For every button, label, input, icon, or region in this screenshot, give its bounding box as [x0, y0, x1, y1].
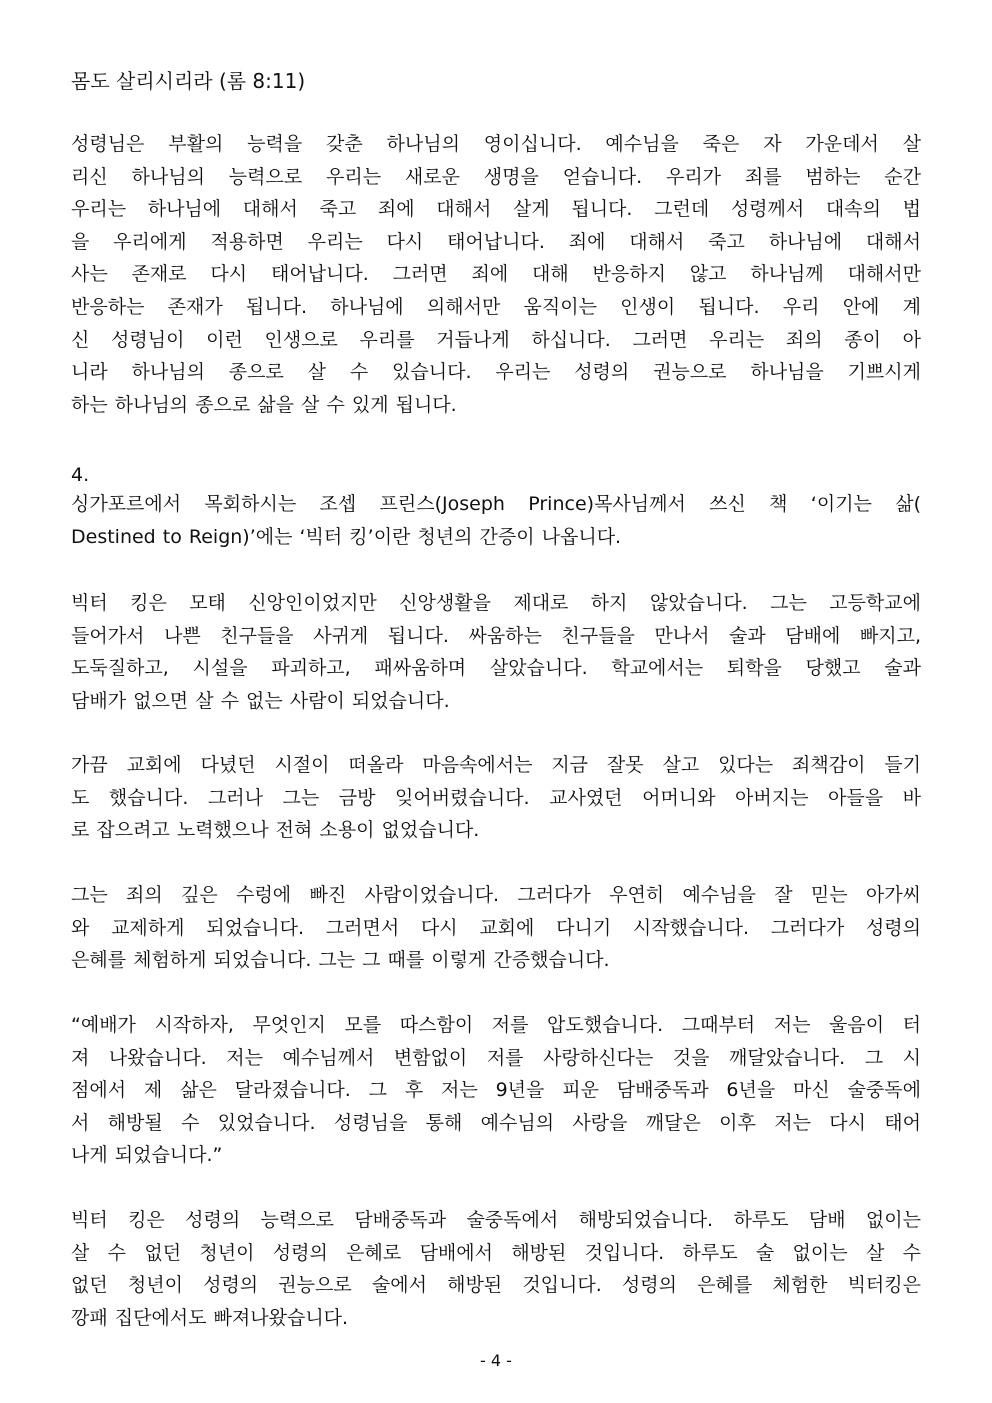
text-line: 로 잡으려고 노력했으나 전혀 소용이 없었습니다.	[71, 819, 480, 842]
text-line: 빅터 킹은 성령의 능력으로 담배중독과 술중독에서 해방되었습니다. 하루도 담배 없이는	[71, 1209, 921, 1231]
text-line: 서 해방될 수 있었습니다. 성령님을 통해 예수님의 사랑을 깨달은 이후 저는 다시 태어	[71, 1111, 921, 1134]
page-title: 몸도 살리시리라 (롬 8:11)	[71, 69, 306, 93]
text-line: 싱가포르에서 목회하시는 조셉 프린스(Joseph Prince)목사님께서 쓰신 책 ‘이기는 삶(	[71, 493, 921, 515]
paragraph-7	[71, 1204, 921, 1334]
paragraph-2	[71, 488, 921, 553]
text-line: 을 우리에게 적용하면 우리는 다시 태어납니다. 죄에 대해서 죽고 하나님에 대해서	[71, 230, 921, 253]
text-line: 우리는 하나님에 대해서 죽고 죄에 대해서 살게 됩니다. 그런데 성령께서 대속의 법	[71, 198, 921, 221]
text-line: 도 했습니다. 그러나 그는 금방 잊어버렸습니다. 교사였던 어머니와 아버지는 아들을 바	[71, 786, 921, 809]
text-line: 살 수 없던 청년이 성령의 은혜로 담배에서 해방된 것입니다. 하루도 술 없이는 살 수	[71, 1241, 921, 1264]
text-line: 은혜를 체험하게 되었습니다. 그는 그 때를 이렇게 간증했습니다.	[71, 949, 610, 972]
text-line: 빅터 킹은 모태 신앙인이었지만 신앙생활을 제대로 하지 않았습니다. 그는 고등학교에	[71, 592, 921, 614]
text-line: 담배가 없으면 살 수 없는 사람이 되었습니다.	[71, 689, 450, 712]
text-line: 도둑질하고, 시설을 파괴하고, 패싸움하며 살았습니다. 학교에서는 퇴학을 당했고 술과	[71, 657, 921, 680]
text-line: 성령님은 부활의 능력을 갖춘 하나님의 영이십니다. 예수님을 죽은 자 가운데서 살	[71, 133, 921, 155]
paragraph-4	[71, 749, 921, 847]
section-number: 4.	[71, 464, 90, 486]
text-line: 들어가서 나쁜 친구들을 사귀게 됩니다. 싸움하는 친구들을 만나서 술과 담배에 빠지고,	[71, 624, 921, 647]
paragraph-6-quote	[71, 1009, 921, 1172]
text-line: 신 성령님이 이런 인생으로 우리를 거듭나게 하십니다. 그러면 우리는 죄의 종이 아	[71, 328, 921, 351]
text-line: 와 교제하게 되었습니다. 그러면서 다시 교회에 다니기 시작했습니다. 그러다가 성령의	[71, 916, 921, 939]
paragraph-3	[71, 587, 921, 717]
paragraph-5	[71, 879, 921, 977]
text-line: Destined to Reign)’에는 ‘빅터 킹’이란 청년의 간증이 나옵니다.	[71, 525, 622, 548]
text-line: 져 나왔습니다. 저는 예수님께서 변함없이 저를 사랑하신다는 것을 깨달았습니다. 그 시	[71, 1046, 921, 1069]
text-line: 반응하는 존재가 됩니다. 하나님에 의해서만 움직이는 인생이 됩니다. 우리 안에 계	[71, 295, 921, 318]
text-line: 리신 하나님의 능력으로 우리는 새로운 생명을 얻습니다. 우리가 죄를 범하는 순간	[71, 165, 921, 188]
text-line: “예배가 시작하자, 무엇인지 모를 따스함이 저를 압도했습니다. 그때부터 저는 울음이 터	[71, 1014, 921, 1036]
text-line: 깡패 집단에서도 빠져나왔습니다.	[71, 1306, 349, 1329]
text-line: 니라 하나님의 종으로 살 수 있습니다. 우리는 성령의 권능으로 하나님을 기쁘시게	[71, 361, 921, 384]
text-line: 하는 하나님의 종으로 삶을 살 수 있게 됩니다.	[71, 393, 457, 416]
paragraph-1	[71, 128, 921, 421]
text-line: 없던 청년이 성령의 권능으로 술에서 해방된 것입니다. 성령의 은혜를 체험한 빅터킹은	[71, 1274, 921, 1297]
text-line: 점에서 제 삶은 달라졌습니다. 그 후 저는 9년을 피운 담배중독과 6년을 마신 술중독에	[71, 1079, 921, 1102]
text-line: 사는 존재로 다시 태어납니다. 그러면 죄에 대해 반응하지 않고 하나님께 대해서만	[71, 263, 921, 286]
text-line: 가끔 교회에 다녔던 시절이 떠올라 마음속에서는 지금 잘못 살고 있다는 죄책감이 들기	[71, 754, 921, 776]
text-line: 그는 죄의 깊은 수렁에 빠진 사람이었습니다. 그러다가 우연히 예수님을 잘 믿는 아가씨	[71, 884, 921, 906]
page-number: - 4 -	[480, 1351, 512, 1370]
text-line: 나게 되었습니다.”	[71, 1144, 223, 1167]
